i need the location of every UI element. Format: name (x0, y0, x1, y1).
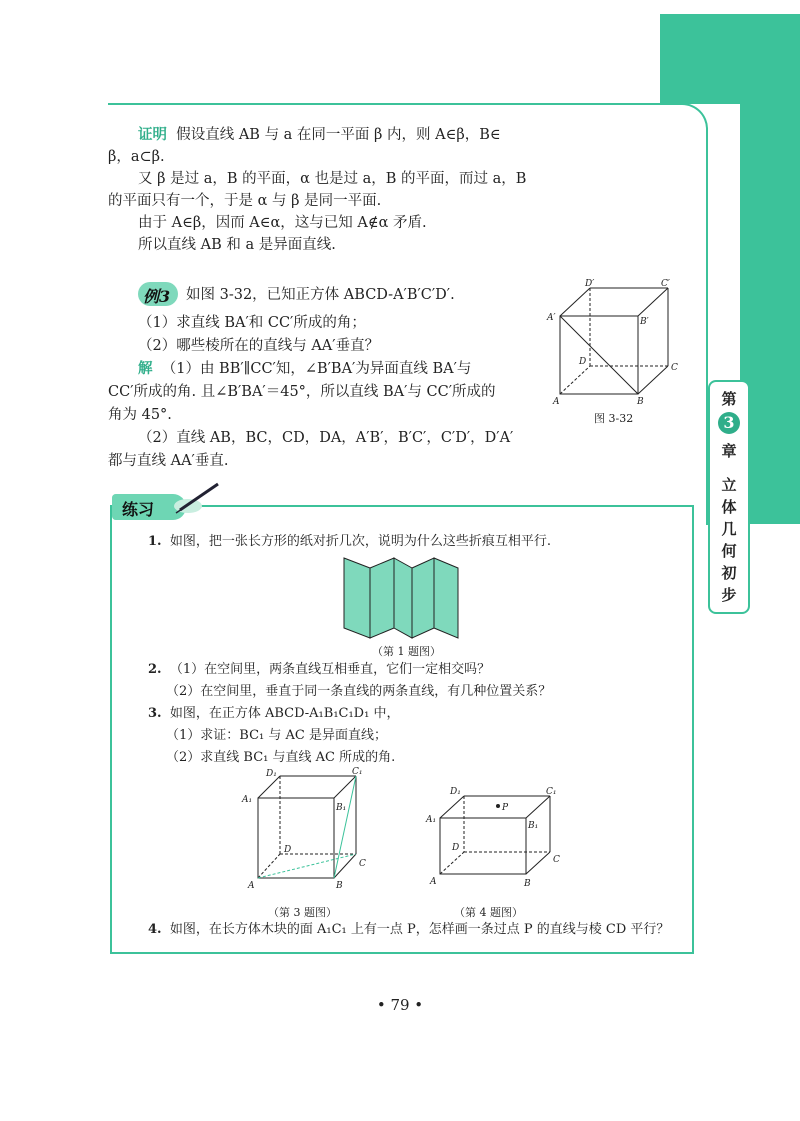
solution-line-4: （2）直线 AB，BC，CD，DA，A′B′，B′C′，C′D′，D′A′ (138, 430, 514, 446)
exercise-item-1: 1. 如图，把一张长方形的纸对折几次，说明为什么这些折痕互相平行. (148, 534, 551, 549)
chapter-title-char: 何 (721, 542, 737, 560)
example-badge: 例3 (138, 282, 178, 306)
chapter-side-tab (708, 380, 750, 614)
example-q1: （1）求直线 BA′和 CC′所成的角； (138, 315, 366, 331)
proof-line-4: 的平面只有一个，于是 α 与 β 是同一平面. (108, 193, 382, 209)
chapter-title-char: 步 (721, 586, 737, 604)
chapter-title-char: 初 (721, 564, 737, 582)
page-number: • 79 • (376, 996, 424, 1014)
vertex-label: B₁ (528, 821, 539, 831)
chapter-number: 3 (718, 412, 740, 434)
vertex-label: C (359, 859, 366, 869)
exercise-item-3: 3. 如图，在正方体 ABCD-A₁B₁C₁D₁ 中， (148, 706, 400, 721)
vertex-label: B (524, 879, 531, 889)
figure-1-caption: （第 1 题图） (372, 645, 441, 658)
vertex-label: C (553, 855, 560, 865)
vertex-label: C (671, 363, 678, 373)
chapter-di: 第 (721, 390, 737, 408)
vertex-label: D (579, 357, 587, 367)
proof-line-2: β，a⊂β. (108, 149, 165, 165)
exercise-item-4: 4. 如图，在长方体木块的面 A₁C₁ 上有一点 P，怎样画一条过点 P 的直线与棱 CD 平行？ (148, 922, 670, 937)
point-label: P (502, 803, 509, 813)
exercise-item-2: 2. （1）在空间里，两条直线互相垂直，它们一定相交吗？ (148, 662, 491, 677)
chapter-title-char: 几 (721, 520, 737, 538)
vertex-label: A′ (547, 313, 556, 323)
exercise-item-3-part-2: （2）求直线 BC₁ 与直线 AC 所成的角. (166, 750, 396, 765)
proof-line-1: 证明 假设直线 AB 与 a 在同一平面 β 内，则 A∈β，B∈ (138, 126, 501, 143)
solution-label: 解 (138, 360, 153, 377)
chapter-zhang: 章 (721, 442, 737, 460)
vertex-label: D₁ (266, 769, 277, 779)
vertex-label: B (336, 881, 343, 891)
vertex-label: C₁ (546, 787, 557, 797)
exercise-title-tab: 练习 (112, 494, 186, 520)
example-q2: （2）哪些棱所在的直线与 AA′垂直？ (138, 338, 380, 354)
vertex-label: C₁ (352, 767, 363, 777)
proof-line-5: 由于 A∈β，因而 A∈α，这与已知 A∉α 矛盾. (138, 215, 427, 231)
vertex-label: C′ (661, 279, 670, 289)
pen-icon (168, 480, 224, 518)
vertex-label: B₁ (336, 803, 347, 813)
vertex-label: A₁ (242, 795, 253, 805)
example-intro: 如图 3-32，已知正方体 ABCD-A′B′C′D′. (186, 287, 455, 303)
exercise-item-2-part-2: （2）在空间里，垂直于同一条直线的两条直线，有几种位置关系？ (166, 684, 552, 699)
solution-line-2: CC′所成的角. 且∠B′BA′＝45°，所以直线 BA′与 CC′所成的 (108, 384, 496, 400)
vertex-label: D (284, 845, 292, 855)
figure-3-32-cube (545, 278, 680, 418)
vertex-label: B (637, 397, 644, 407)
chapter-title-char: 体 (721, 498, 737, 516)
vertex-label: A (248, 881, 255, 891)
vertex-label: B′ (640, 317, 649, 327)
solution-line-5: 都与直线 AA′垂直. (108, 453, 229, 469)
figure-4-caption: （第 4 题图） (454, 906, 523, 919)
chapter-title-char: 立 (721, 476, 737, 494)
vertex-label: A (430, 877, 437, 887)
proof-label: 证明 (138, 126, 167, 143)
vertex-label: D (452, 843, 460, 853)
proof-line-3: 又 β 是过 a，B 的平面，α 也是过 a，B 的平面，而过 a，B (138, 171, 527, 187)
vertex-label: D′ (585, 279, 595, 289)
proof-line-6: 所以直线 AB 和 a 是异面直线. (138, 237, 336, 253)
solution-line-1: 解 （1）由 BB′∥CC′知，∠B′BA′为异面直线 BA′与 (138, 360, 472, 377)
vertex-label: A (553, 397, 560, 407)
exercise-item-3-part-1: （1）求证：BC₁ 与 AC 是异面直线； (166, 728, 387, 743)
exercise-3-cube-figure (238, 766, 378, 896)
folded-paper-figure (342, 556, 460, 640)
solution-line-3: 角为 45°. (108, 407, 172, 423)
figure-3-caption: （第 3 题图） (268, 906, 337, 919)
figure-3-32-caption: 图 3-32 (594, 412, 634, 425)
vertex-label: D₁ (450, 787, 461, 797)
vertex-label: A₁ (426, 815, 437, 825)
chapter-band (660, 14, 800, 104)
exercise-4-box-figure (422, 782, 572, 892)
